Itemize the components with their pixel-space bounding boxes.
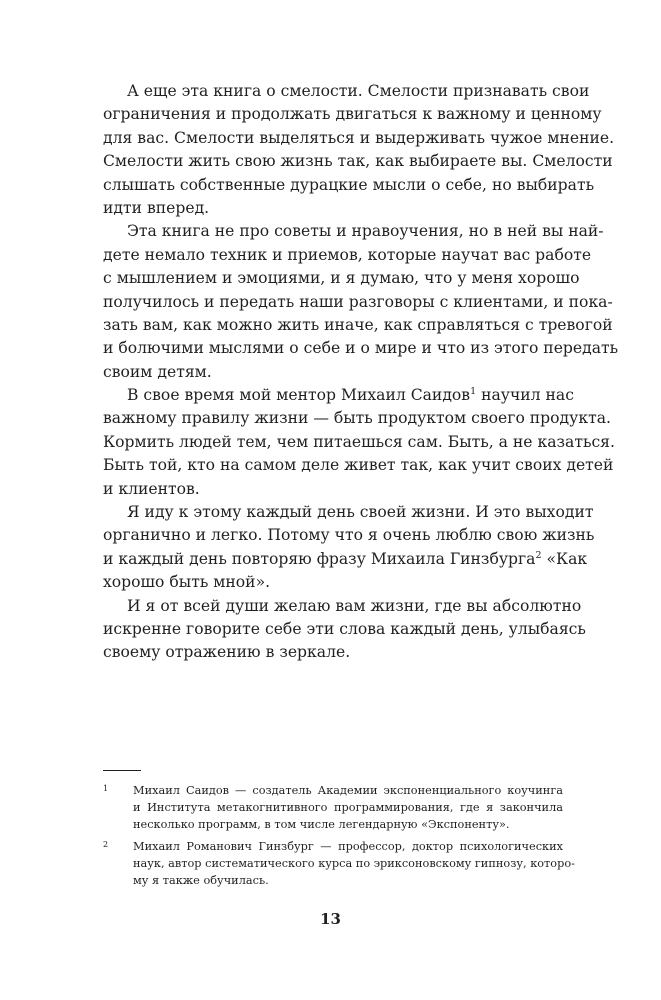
text-fragment: и каждый день повторяю фразу Михаила Гинзбурга	[103, 549, 536, 568]
text-line: Кормить людей тем, чем питаешься сам. Быть, а не казаться.	[103, 432, 615, 451]
footnote-divider	[103, 770, 141, 771]
footnote-2	[103, 839, 575, 889]
text-line: искренне говорите себе эти слова каждый день, улыбаясь	[103, 619, 586, 638]
text-line: с мышлением и эмоциями, и я думаю, что у меня хорошо	[103, 269, 580, 288]
text-line: ограничения и продолжать двигаться к важному и ценному	[103, 105, 602, 124]
text-line: хорошо быть мной».	[103, 573, 271, 592]
footnotes	[103, 783, 575, 896]
footnote-line: Михаил Саидов — создатель Академии экспоненциального коучинга	[133, 784, 563, 797]
text-line: и клиентов.	[103, 479, 200, 498]
paragraph-3	[103, 384, 615, 501]
body-text	[103, 80, 619, 665]
paragraph-4	[103, 501, 595, 595]
text-line: своему отражению в зеркале.	[103, 643, 351, 662]
text-line: Смелости жить свою жизнь так, как выбираете вы. Смелости	[103, 152, 613, 171]
text-line	[103, 384, 574, 407]
text-line: своим детям.	[103, 362, 212, 381]
text-fragment: В свое время мой ментор Михаил Саидов	[127, 386, 471, 405]
text-fragment: «Как	[541, 549, 588, 568]
text-line: идти вперед.	[103, 198, 210, 217]
text-fragment: научил нас	[476, 386, 574, 405]
footnote-line: и Института метакогнитивного программирования, где я закончила	[133, 800, 563, 814]
text-line: и болючими мыслями о себе и о мире и что из этого передать	[103, 339, 619, 358]
paragraph-2	[103, 220, 619, 384]
footnote-line: несколько программ, в том числе легендарную «Экспоненту».	[133, 817, 510, 831]
footnote-line: му я также обучилась.	[133, 873, 269, 887]
text-line: важному правилу жизни — быть продуктом своего продукта.	[103, 409, 611, 428]
paragraph-5	[103, 595, 586, 665]
text-line: органично и легко. Потому что я очень люблю свою жизнь	[103, 526, 595, 545]
text-line: Я иду к этому каждый день своей жизни. И это выходит	[127, 503, 594, 522]
text-line	[103, 548, 588, 571]
text-line: дете немало техник и приемов, которые научат вас работе	[103, 245, 592, 264]
footnote-number: 1	[103, 784, 109, 793]
footnote-ref-1[interactable]: 1	[470, 386, 477, 398]
footnote-1	[103, 783, 563, 833]
text-line: зать вам, как можно жить иначе, как справляться с тревогой	[103, 315, 613, 334]
paragraph-1	[103, 80, 615, 220]
footnote-line: Михаил Романович Гинзбург — профессор, доктор психологических	[133, 840, 563, 854]
footnote-ref-2[interactable]: 2	[535, 549, 542, 561]
footnote-line: наук, автор систематического курса по эриксоновскому гипнозу, которо-	[133, 857, 575, 871]
page-number: 13	[320, 910, 341, 928]
text-line: получилось и передать наши разговоры с клиентами, и пока-	[103, 292, 613, 311]
text-line: А еще эта книга о смелости. Смелости признавать свои	[127, 82, 590, 100]
text-line: слышать собственные дурацкие мысли о себе, но выбирать	[103, 175, 595, 194]
footnote-number: 2	[103, 840, 109, 850]
text-line: для вас. Смелости выделяться и выдерживать чужое мнение.	[103, 128, 615, 147]
text-line: Эта книга не про советы и нравоучения, но в ней вы най-	[127, 222, 604, 241]
text-line: Быть той, кто на самом деле живет так, как учит своих детей	[103, 456, 614, 475]
text-line: И я от всей души желаю вам жизни, где вы абсолютно	[127, 596, 582, 615]
